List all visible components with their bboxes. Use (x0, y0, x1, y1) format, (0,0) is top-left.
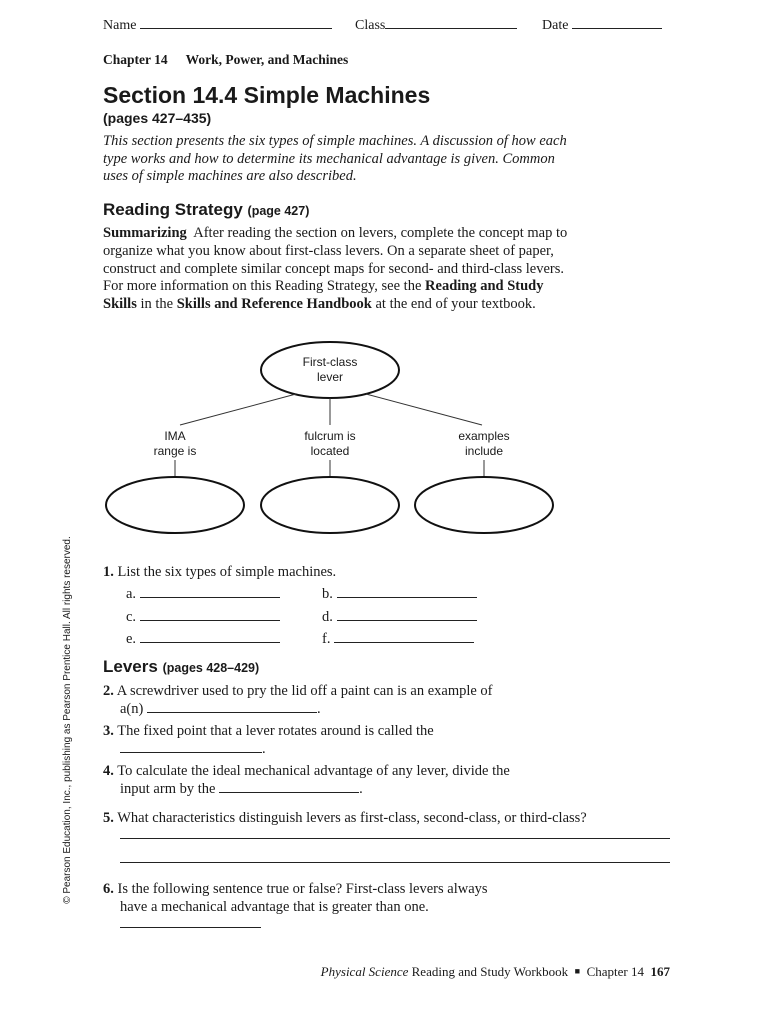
answer-3-line[interactable] (120, 741, 262, 753)
page-footer: Physical Science Reading and Study Workbook ■ Chapter 14 167 (320, 964, 670, 979)
question-4: 4. To calculate the ideal mechanical advantage of any lever, divide the input arm by the . (103, 763, 510, 797)
answer-2-line[interactable] (147, 701, 317, 713)
question-6: 6. Is the following sentence true or false? First-class levers always have a mechanical advantage that is greater than one. (103, 881, 488, 915)
footer-bullet: ■ (574, 966, 581, 976)
answer-1b[interactable]: b. (322, 586, 477, 603)
concept-label-examples: examples include (458, 429, 510, 458)
answer-5-line-2[interactable] (120, 862, 670, 863)
answer-ellipse-examples[interactable] (415, 477, 553, 533)
concept-label-ima: IMA range is (153, 429, 197, 458)
branch-right (366, 394, 482, 425)
date-label: Date (542, 18, 569, 33)
answer-4-line[interactable] (219, 781, 359, 793)
concept-label-fulcrum: fulcrum is located (304, 429, 356, 458)
answer-1a[interactable]: a. (126, 586, 280, 603)
strategy-lead: Summarizing (103, 225, 187, 241)
section-intro: This section presents the six types of simple machines. A discussion of how each type works and how to determine its mechanical advantage is given. Common uses of simple machines are also described. (103, 133, 567, 184)
copyright-notice: © Pearson Education, Inc., publishing as Pearson Prentice Hall. All rights reserved. (62, 536, 73, 904)
page-number: 167 (650, 964, 670, 979)
strategy-text-3: at the end of your textbook. (371, 296, 536, 313)
chapter-title: Work, Power, and Machines (185, 52, 349, 67)
reading-strategy-pages: (page 427) (247, 204, 310, 218)
section-title: Section 14.4 Simple Machines (103, 82, 431, 108)
answer-6-line[interactable] (120, 927, 261, 928)
question-2: 2. A screwdriver used to pry the lid off a paint can is an example of a(n) . (103, 683, 493, 717)
branch-left (180, 394, 296, 425)
answer-ellipse-ima[interactable] (106, 477, 244, 533)
chapter-number: Chapter 14 (103, 52, 168, 67)
answer-5-line-1[interactable] (120, 838, 670, 839)
answer-1f[interactable]: f. (322, 631, 474, 648)
strategy-text-1: After reading the section on levers, complete the concept map to organize what you know about first-class levers. On a separate sheet of paper, construct and complete similar concept maps for second- and third-class levers. For more information on this Reading Strategy, see the (103, 225, 568, 295)
strategy-bold-1: Reading and Study Skills (103, 278, 544, 313)
question-1: 1. List the six types of simple machines. (103, 564, 337, 580)
section-pages: (pages 427–435) (103, 110, 212, 126)
question-3: 3. The fixed point that a lever rotates around is called the . (103, 723, 434, 757)
question-5: 5. What characteristics distinguish levers as first-class, second-class, or third-class? (103, 810, 587, 826)
name-label: Name (103, 18, 137, 33)
answer-1e[interactable]: e. (126, 631, 280, 648)
strategy-bold-2: Skills and Reference Handbook (176, 296, 372, 313)
levers-heading: Levers (pages 428–429) (103, 657, 260, 676)
strategy-text-2: in the (136, 296, 177, 313)
footer-chapter: Chapter 14 (586, 964, 644, 979)
answer-1c[interactable]: c. (126, 609, 280, 626)
answer-ellipse-fulcrum[interactable] (261, 477, 399, 533)
footer-book-title: Physical Science (320, 964, 409, 979)
answer-1d[interactable]: d. (322, 609, 477, 626)
reading-strategy-title: Reading Strategy (103, 200, 243, 219)
concept-top-label: First-class lever (302, 355, 358, 384)
class-label: Class (355, 18, 386, 33)
